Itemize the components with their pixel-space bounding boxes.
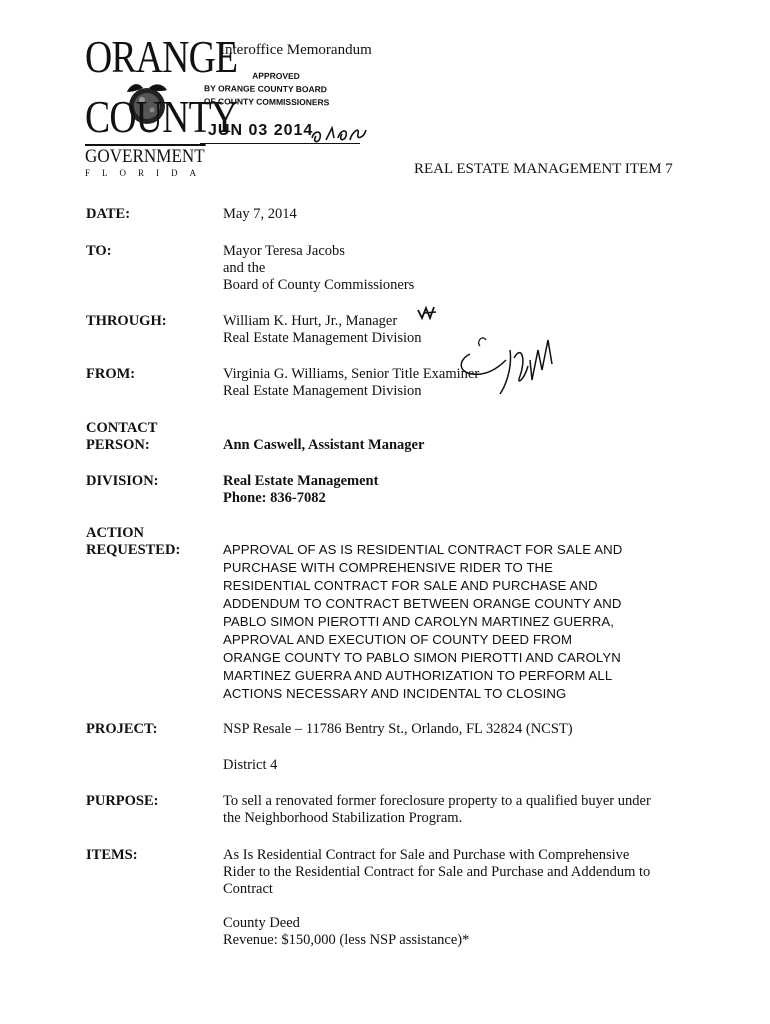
purpose-label: PURPOSE: — [86, 793, 159, 809]
to-and-the: and the — [223, 260, 266, 276]
items-line3: Contract — [223, 881, 273, 897]
date-value: May 7, 2014 — [223, 206, 297, 222]
stamp-commissioners-line: OF COUNTY COMMISSIONERS — [203, 96, 330, 108]
through-name: William K. Hurt, Jr., Manager — [223, 313, 398, 329]
purpose-line1: To sell a renovated former foreclosure property to a qualified buyer under — [223, 793, 651, 809]
through-initials-signature — [416, 304, 440, 322]
items-line1: As Is Residential Contract for Sale and Purchase with Comprehensive — [223, 847, 630, 863]
logo-text-orange: ORANGE — [85, 31, 238, 82]
action-label-line1: ACTION — [86, 525, 145, 541]
division-label: DIVISION: — [86, 473, 159, 489]
to-board: Board of County Commissioners — [223, 277, 415, 293]
action-line: RESIDENTIAL CONTRACT FOR SALE AND PURCHASE AND — [223, 578, 598, 593]
action-line: APPROVAL OF AS IS RESIDENTIAL CONTRACT FOR SALE AND — [223, 542, 623, 557]
action-line: PURCHASE WITH COMPREHENSIVE RIDER TO THE — [223, 560, 554, 575]
from-division: Real Estate Management Division — [223, 383, 422, 399]
items-county-deed: County Deed — [223, 915, 300, 931]
logo-text-government: GOVERNMENT — [85, 146, 205, 167]
division-name: Real Estate Management — [223, 473, 379, 489]
action-requested-text — [223, 541, 683, 703]
action-line: ACTIONS NECESSARY AND INCIDENTAL TO CLOSING — [223, 686, 567, 701]
items-label: ITEMS: — [86, 847, 138, 863]
district-value: District 4 — [223, 757, 278, 773]
project-value: NSP Resale – 11786 Bentry St., Orlando, FL 32824 (NCST) — [223, 721, 573, 737]
contact-label-line1: CONTACT — [86, 420, 158, 436]
orange-county-logo — [85, 31, 238, 180]
date-label: DATE: — [86, 206, 131, 222]
division-phone: Phone: 836-7082 — [223, 490, 326, 506]
action-line: ADDENDUM TO CONTRACT BETWEEN ORANGE COUNTY AND — [223, 596, 622, 611]
items-revenue: Revenue: $150,000 (less NSP assistance)* — [223, 932, 470, 948]
action-line: ORANGE COUNTY TO PABLO SIMON PIEROTTI AND CAROLYN — [223, 650, 621, 665]
action-label-line2: REQUESTED: — [86, 542, 181, 558]
stamp-board-line: BY ORANGE COUNTY BOARD — [203, 83, 327, 95]
from-label: FROM: — [86, 366, 136, 382]
stamp-approved: APPROVED — [252, 70, 300, 82]
approval-stamp — [204, 69, 384, 110]
action-line: PABLO SIMON PIEROTTI AND CAROLYN MARTINEZ GUERRA, — [223, 614, 615, 629]
to-recipient: Mayor Teresa Jacobs — [223, 243, 345, 259]
logo-text-florida: FLORIDA — [85, 168, 209, 178]
to-label: TO: — [86, 243, 112, 259]
contact-label-line2: PERSON: — [86, 437, 150, 453]
purpose-line2: the Neighborhood Stabilization Program. — [223, 810, 463, 826]
action-line: MARTINEZ GUERRA AND AUTHORIZATION TO PERFORM ALL — [223, 668, 613, 683]
item-reference: REAL ESTATE MANAGEMENT ITEM 7 — [414, 161, 673, 177]
logo-text-county: COUNTY — [85, 91, 238, 142]
project-label: PROJECT: — [86, 721, 158, 737]
through-label: THROUGH: — [86, 313, 167, 329]
action-line: APPROVAL AND EXECUTION OF COUNTY DEED FROM — [223, 632, 573, 647]
through-division: Real Estate Management Division — [223, 330, 422, 346]
stamp-initials-signature — [308, 118, 370, 148]
stamp-date: JUN 03 2014 — [208, 122, 314, 139]
items-line2: Rider to the Residential Contract for Sale and Purchase and Addendum to — [223, 864, 651, 880]
memo-title: Interoffice Memorandum — [220, 42, 372, 58]
contact-value: Ann Caswell, Assistant Manager — [223, 437, 425, 453]
from-signature — [452, 320, 562, 402]
from-name: Virginia G. Williams, Senior Title Examiner — [223, 366, 480, 382]
